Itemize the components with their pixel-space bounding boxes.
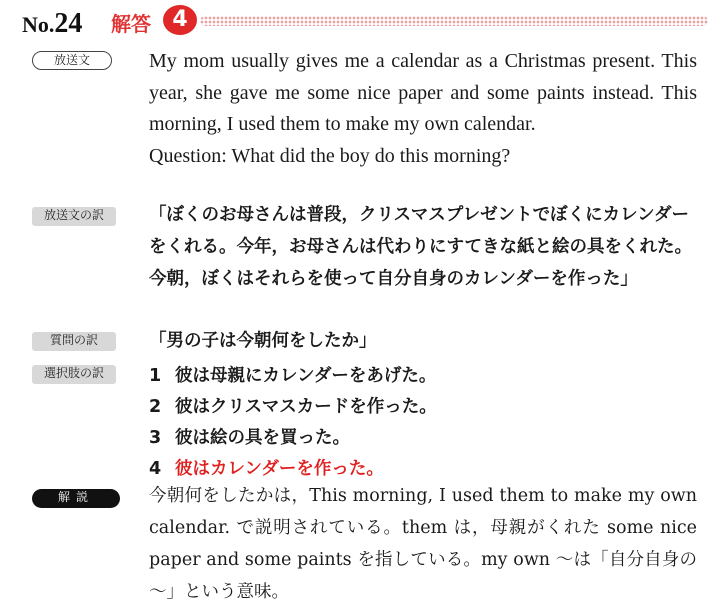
explanation-tag: 解説 [32,489,120,508]
answer-header [8,2,708,39]
answer-label: 解答 [111,12,151,36]
choice-number: 4 [149,459,162,479]
choice-number: 2 [149,397,162,417]
script-translation-tag: 放送文の訳 [32,207,116,226]
script-text [149,46,697,172]
choice-item [149,362,436,387]
choice-item [149,424,350,449]
script-question: Question: What did the boy do this morning? [149,144,511,167]
choice-text: 彼は母親にカレンダーをあげた。 [175,366,437,386]
script-translation-text: 「ぼくのお母さんは普段，クリスマスプレゼントでぼくにカレンダーをくれる。今年，お母さんは代わりにすてきな紙と絵の具をくれた。今朝，ぼくはそれらを使って自分自身のカレンダーを作った」 [149,205,693,289]
question-number [22,8,82,40]
choice-number: 3 [149,428,162,448]
answer-badge: 4 [163,5,197,35]
dotted-divider [200,16,708,26]
choice-text: 彼はクリスマスカードを作った。 [175,397,437,417]
question-number-prefix: No. [22,12,55,37]
explanation-body: 今朝何をしたかは，This morning, I used them to make my own calendar. で説明されている。them は，母親がくれた some nice paper and some paints を指している。my own ～は「自分自身の～」という意味。 [149,486,697,602]
choice-text: 彼は絵の具を買った。 [175,428,350,448]
script-tag: 放送文 [32,51,112,70]
choice-item [149,393,437,418]
choice-item-correct [149,455,384,480]
choice-number: 1 [149,366,162,386]
choice-text: 彼はカレンダーを作った。 [175,459,384,479]
choices-translation-tag: 選択肢の訳 [32,365,116,384]
question-number-value: 24 [54,8,83,39]
question-translation-text: 「男の子は今朝何をしたか」 [149,331,377,351]
script-passage: My mom usually gives me a calendar as a Christmas present. This year, she gave me some nice paper and some paints instead. This morning, I used them to make my own calendar. [149,50,697,135]
question-translation-tag: 質問の訳 [32,332,116,351]
explanation-text [149,480,697,608]
